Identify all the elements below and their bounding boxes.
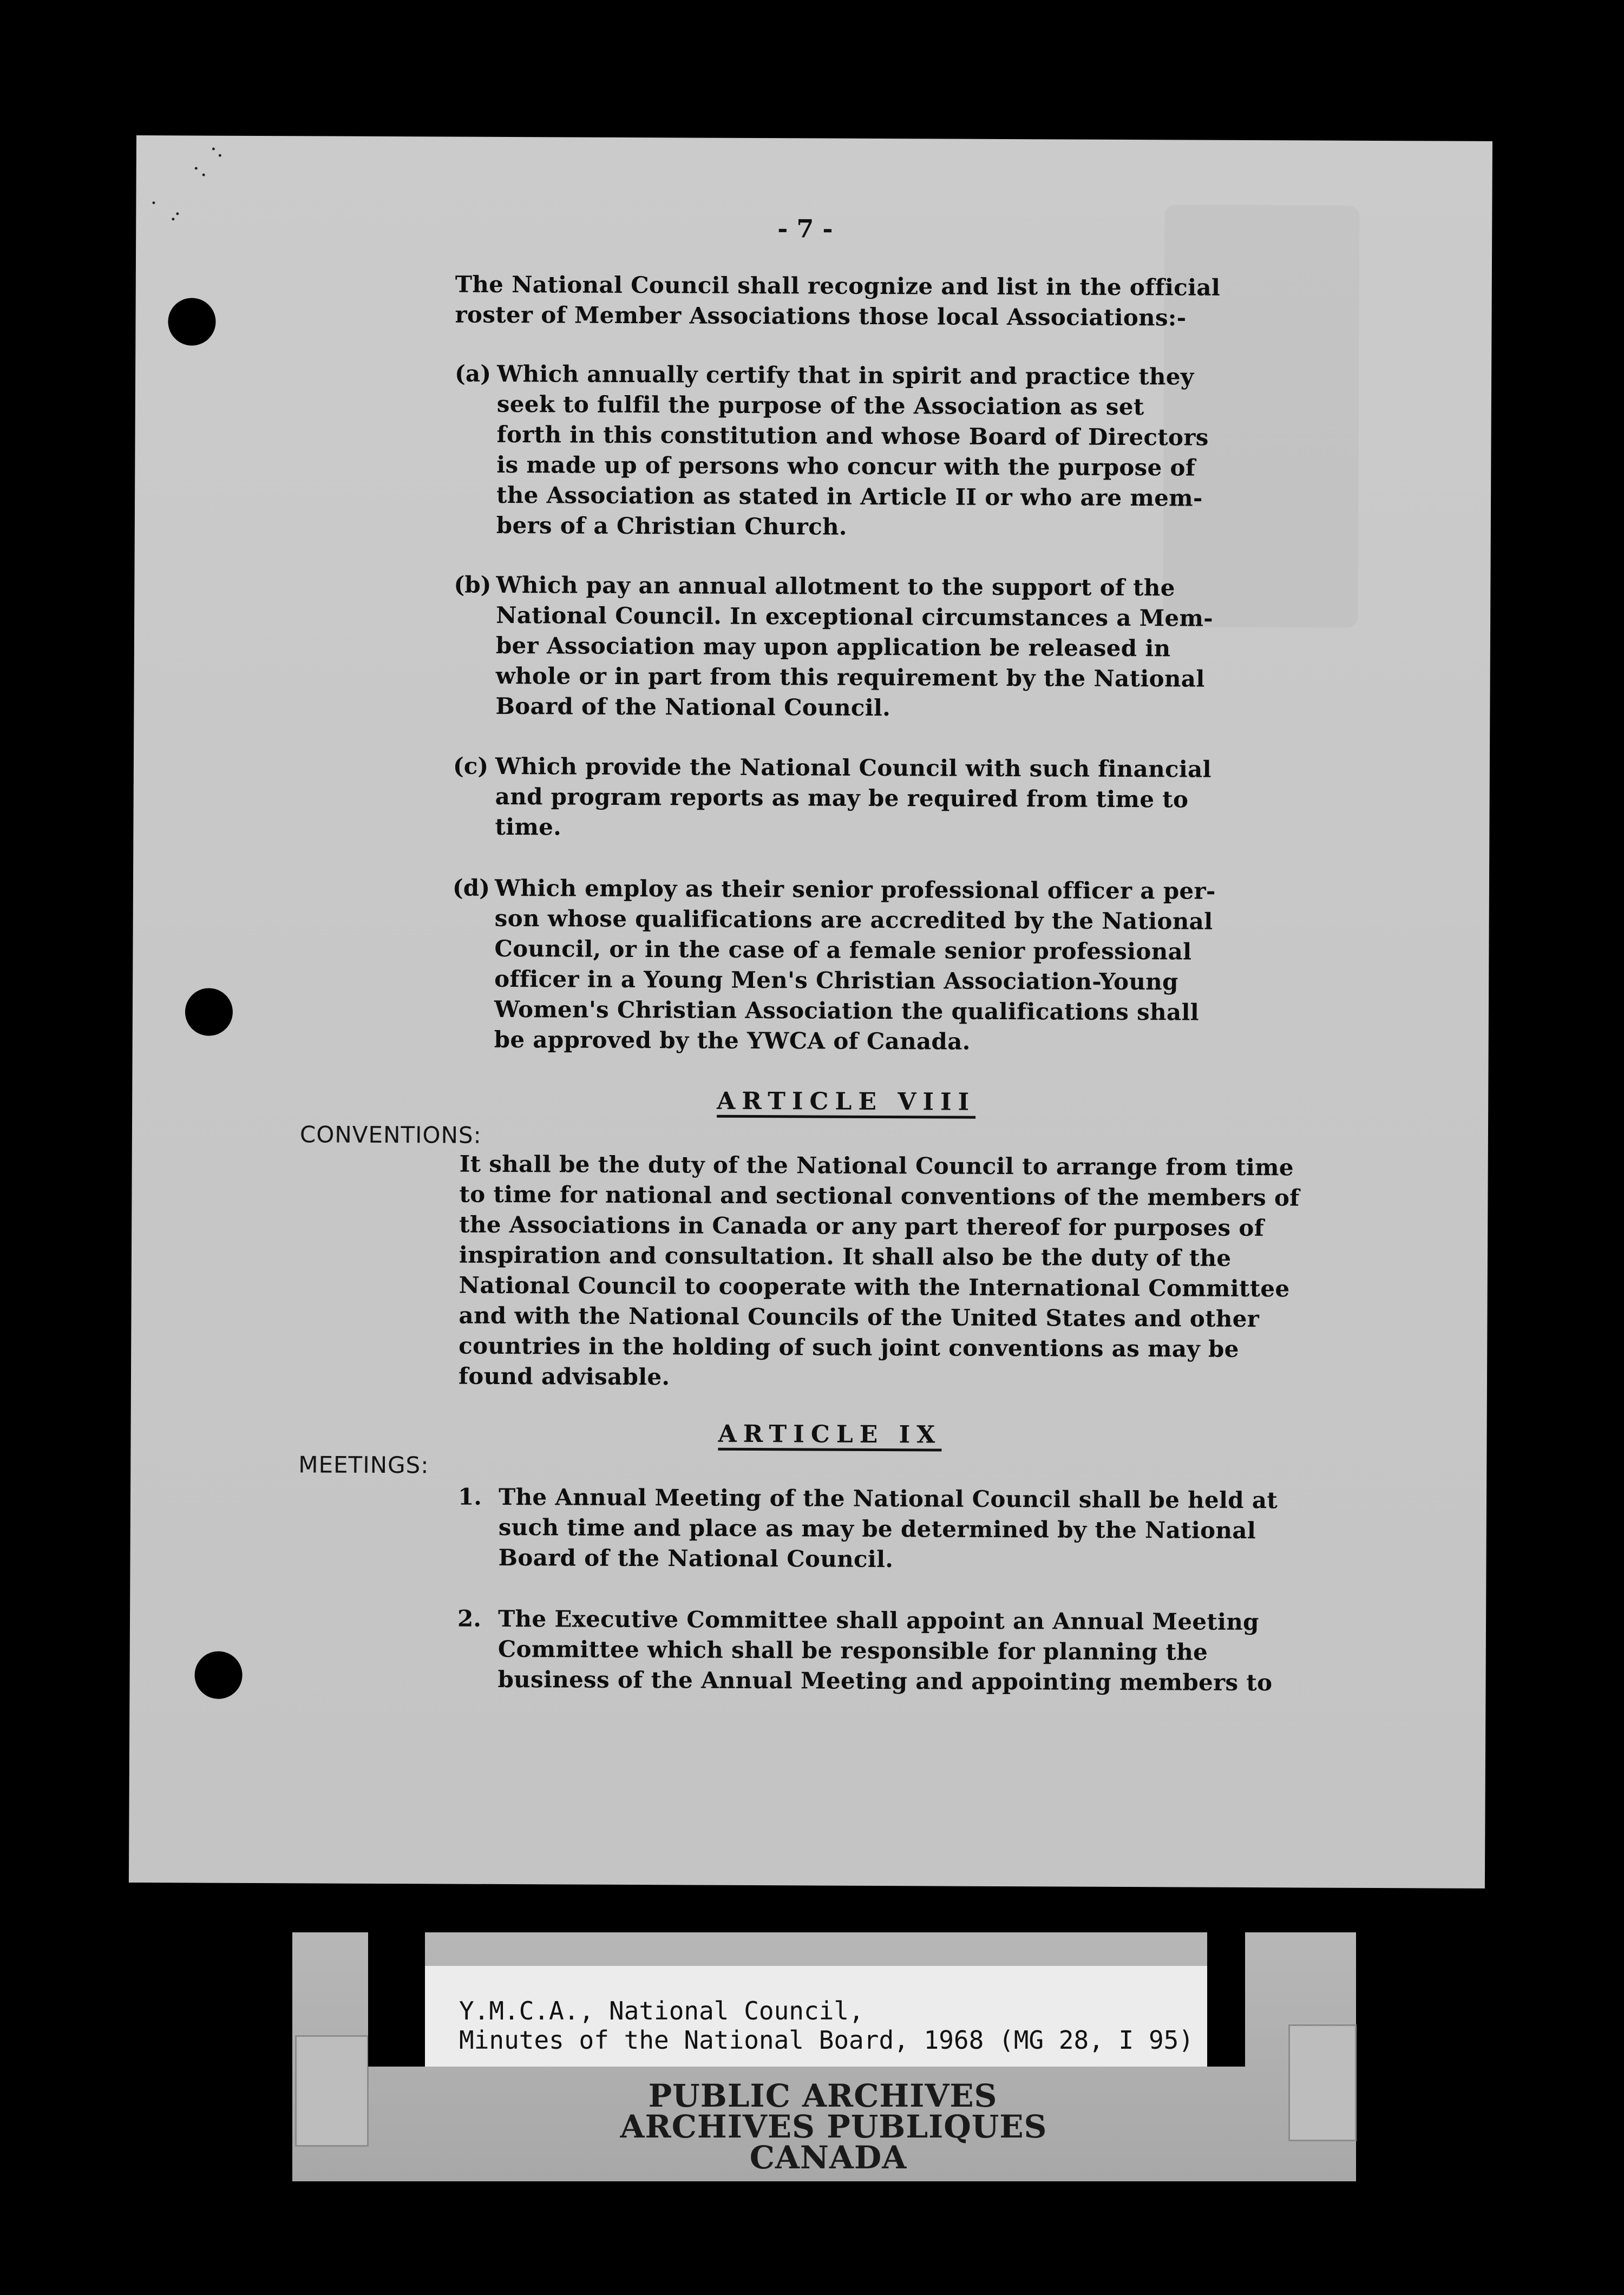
meeting-item-2-text xyxy=(497,1604,1273,1698)
item-line: Which pay an annual allotment to the support of the xyxy=(496,571,1175,601)
archive-stamp-line-3: CANADA xyxy=(749,2139,907,2176)
speck xyxy=(176,212,179,215)
article-line: National Council to cooperate with the International Committee xyxy=(459,1271,1290,1302)
meeting-line: such time and place as may be determined by the National xyxy=(498,1513,1256,1544)
meeting-item-number-2: 2. xyxy=(457,1605,482,1632)
item-line: time. xyxy=(495,813,562,841)
speck xyxy=(219,154,221,157)
item-line: bers of a Christian Church. xyxy=(496,512,847,540)
item-b-text xyxy=(495,570,1213,725)
article-line: the Associations in Canada or any part thereof for purposes of xyxy=(459,1211,1265,1242)
label-shadow-right xyxy=(1207,1932,1245,2067)
article-viii-heading: ARTICLE VIII xyxy=(717,1088,975,1119)
speck xyxy=(202,174,205,176)
speck xyxy=(195,167,198,169)
article-line: found advisable. xyxy=(458,1362,670,1391)
speck xyxy=(172,218,174,220)
label-shadow-left xyxy=(368,1932,425,2067)
item-line: the Association as stated in Article II or who are mem- xyxy=(496,481,1203,512)
item-line: is made up of persons who concur with the purpose of xyxy=(496,451,1196,481)
document-page xyxy=(129,135,1492,1889)
item-line: seek to fulfil the purpose of the Association as set xyxy=(496,390,1144,421)
archive-stamp-line-2: ARCHIVES PUBLIQUES xyxy=(620,2108,1047,2145)
article-ix-heading: ARTICLE IX xyxy=(718,1421,941,1452)
item-line: Board of the National Council. xyxy=(495,692,891,722)
item-line: Council, or in the case of a female senior professional xyxy=(494,935,1192,965)
article-line: countries in the holding of such joint conventions as may be xyxy=(459,1332,1239,1362)
archive-label-line-2: Minutes of the National Board, 1968 (MG 28, I 95) xyxy=(459,2025,1194,2055)
punch-hole-bottom xyxy=(194,1651,242,1699)
item-line: Women's Christian Association the qualifications shall xyxy=(494,995,1200,1026)
meetings-heading: MEETINGS: xyxy=(298,1451,429,1479)
item-letter-a: (a) xyxy=(454,360,492,387)
item-line: Which annually certify that in spirit and practice they xyxy=(496,360,1194,390)
meeting-item-number-1: 1. xyxy=(457,1483,482,1510)
article-line: to time for national and sectional conventions of the members of xyxy=(459,1181,1300,1211)
item-line: Which provide the National Council with such financial xyxy=(495,752,1212,783)
intro-line: The National Council shall recognize and list in the official xyxy=(455,271,1221,301)
item-letter-d: (d) xyxy=(452,874,490,901)
tape-mark-right xyxy=(1288,2024,1357,2141)
item-letter-c: (c) xyxy=(453,752,489,779)
item-line: ber Association may upon application be released in xyxy=(495,632,1171,662)
tape-mark-left xyxy=(295,2035,369,2147)
conventions-heading: CONVENTIONS: xyxy=(299,1121,482,1149)
item-c-text xyxy=(495,751,1212,845)
item-line: Which employ as their senior professional officer a per- xyxy=(494,874,1216,904)
speck xyxy=(152,201,155,204)
item-line: and program reports as may be required from time to xyxy=(495,783,1189,813)
article-line: It shall be the duty of the National Council to arrange from time xyxy=(459,1150,1294,1181)
meeting-line: Board of the National Council. xyxy=(498,1544,894,1573)
punch-hole-middle xyxy=(185,988,233,1035)
item-a-text xyxy=(496,359,1209,544)
punch-hole-top xyxy=(168,298,215,345)
page-number: - 7 - xyxy=(777,214,833,244)
item-line: National Council. In exceptional circumstances a Mem- xyxy=(496,601,1214,632)
item-line: forth in this constitution and whose Board of Directors xyxy=(496,421,1209,451)
speck xyxy=(212,148,215,150)
item-line: whole or in part from this requirement by the National xyxy=(495,662,1205,692)
archive-label-line-1: Y.M.C.A., National Council, xyxy=(459,1996,864,2025)
meeting-line: business of the Annual Meeting and appointing members to xyxy=(497,1665,1273,1696)
meeting-line: The Executive Committee shall appoint an Annual Meeting xyxy=(497,1605,1259,1636)
article-viii-text xyxy=(459,1149,1300,1395)
archive-stamp-line-1: PUBLIC ARCHIVES xyxy=(648,2077,998,2114)
item-line: son whose qualifications are accredited by the National xyxy=(494,904,1213,935)
intro-paragraph xyxy=(455,270,1220,333)
item-line: be approved by the YWCA of Canada. xyxy=(494,1026,971,1055)
intro-line: roster of Member Associations those local Associations:- xyxy=(455,301,1187,331)
item-d-text xyxy=(494,873,1216,1058)
article-line: and with the National Councils of the United States and other xyxy=(459,1302,1260,1333)
article-line: inspiration and consultation. It shall also be the duty of the xyxy=(459,1241,1232,1271)
meeting-line: The Annual Meeting of the National Council shall be held at xyxy=(498,1483,1278,1514)
item-line: officer in a Young Men's Christian Association-Young xyxy=(494,965,1178,995)
meeting-item-1-text xyxy=(498,1482,1278,1576)
item-letter-b: (b) xyxy=(454,571,492,598)
meeting-line: Committee which shall be responsible for planning the xyxy=(497,1635,1208,1665)
